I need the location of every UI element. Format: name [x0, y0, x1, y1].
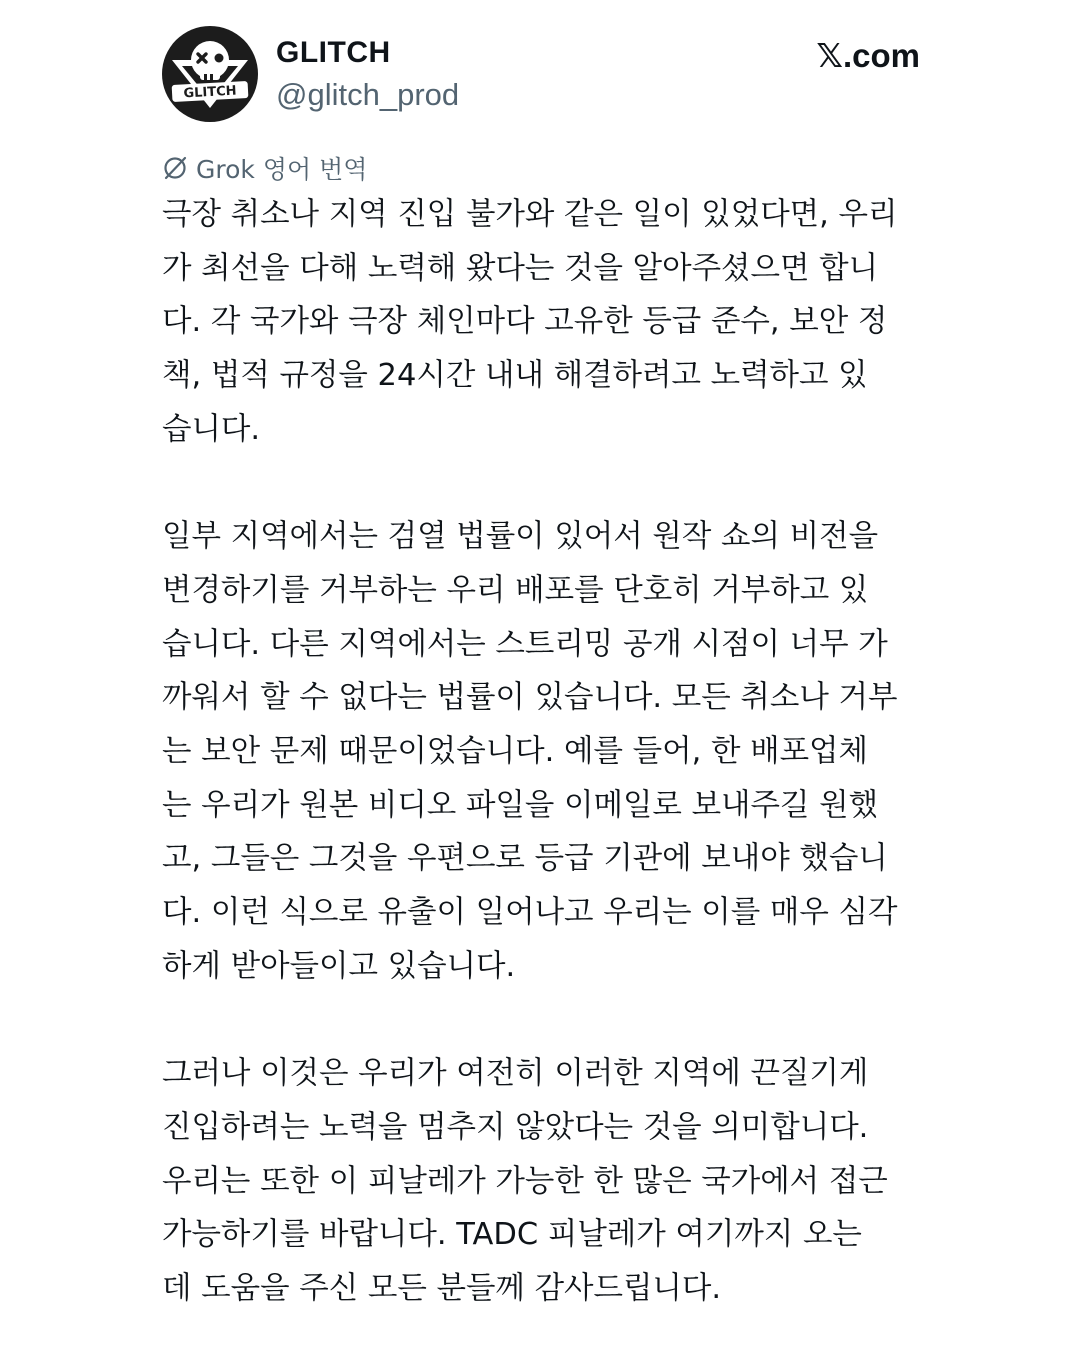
text-line: 다. 이런 식으로 유출이 일어나고 우리는 이를 매우 심각	[162, 895, 898, 931]
text-line: 하게 받아들이고 있습니다.	[162, 948, 516, 984]
translation-notice[interactable]	[162, 150, 367, 186]
post-paragraph	[162, 510, 952, 993]
text-line: 그러나 이것은 우리가 여전히 이러한 지역에 끈질기게	[162, 1056, 869, 1092]
text-line: 진입하려는 노력을 멈추지 않았다는 것을 의미합니다.	[162, 1109, 869, 1145]
post-paragraph	[162, 1047, 952, 1316]
grok-icon	[162, 155, 188, 181]
text-line: 는 우리가 원본 비디오 파일을 이메일로 보내주길 원했	[162, 787, 879, 823]
text-line: 책, 법적 규정을 24시간 내내 해결하려고 노력하고 있	[162, 358, 868, 394]
avatar-logo-text: GLITCH	[183, 83, 237, 102]
glitch-logo-icon	[162, 26, 258, 122]
post-text	[162, 188, 952, 1316]
text-line: 우리는 또한 이 피날레가 가능한 한 많은 국가에서 접근	[162, 1163, 888, 1199]
avatar[interactable]	[162, 26, 258, 122]
text-line: 극장 취소나 지역 진입 불가와 같은 일이 있었다면, 우리	[162, 197, 898, 232]
text-line: 다. 각 국가와 극장 체인마다 고유한 등급 준수, 보안 정	[162, 304, 888, 340]
text-line: 는 보안 문제 때문이었습니다. 예를 들어, 한 배포업체	[162, 734, 868, 770]
text-line: 일부 지역에서는 검열 법률이 있어서 원작 쇼의 비전을	[162, 519, 879, 555]
text-line: 고, 그들은 그것을 우편으로 등급 기관에 보내야 했습니	[162, 841, 888, 877]
account-handle[interactable]: @glitch_prod	[276, 77, 460, 112]
text-line: 습니다. 다른 지역에서는 스트리밍 공개 시점이 너무 가	[162, 626, 888, 662]
text-line: 습니다.	[162, 411, 261, 447]
post-header	[162, 26, 922, 126]
account-name[interactable]: GLITCH	[276, 36, 391, 69]
site-label: 𝕏.com	[816, 37, 920, 74]
text-line: 까워서 할 수 없다는 법률이 있습니다. 모든 취소나 거부	[162, 680, 898, 716]
text-line: 가능하기를 바랍니다. TADC 피날레가 여기까지 오는	[162, 1217, 862, 1253]
text-line: 가 최선을 다해 노력해 왔다는 것을 알아주셨으면 합니	[162, 250, 879, 286]
translation-label: Grok 영어 번역	[196, 155, 368, 184]
post-paragraph	[162, 188, 952, 457]
text-line: 데 도움을 주신 모든 분들께 감사드립니다.	[162, 1271, 722, 1307]
text-line: 변경하기를 거부하는 우리 배포를 단호히 거부하고 있	[162, 572, 869, 608]
